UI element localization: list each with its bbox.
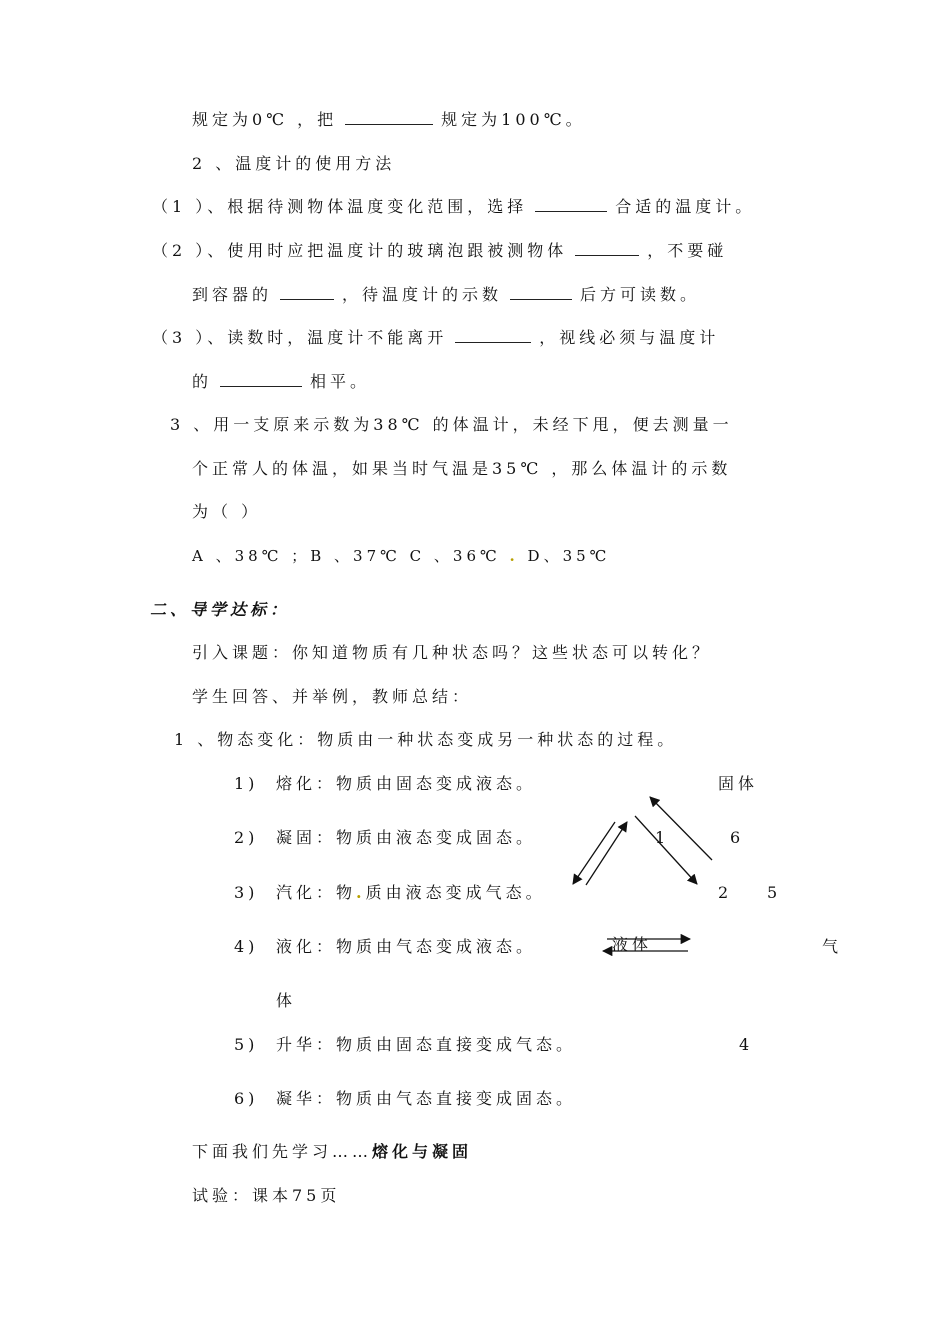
text: 相平。 [310,372,371,391]
item-number: 6) [234,1089,259,1108]
text: ，不要碰 [647,241,728,260]
item-deposition: 凝华：物质由气态直接变成固态。 [276,1089,577,1108]
arrow-solid-to-liquid [573,822,615,884]
options-text: D、35℃ [518,547,611,565]
item-number: 1) [234,774,259,793]
text: 的 [192,372,213,391]
item-liquefaction: 液化：物质由气态变成液态。 [276,937,537,956]
text: （2 ）、使用时应把温度计的玻璃泡跟被测物体 [152,241,568,260]
text: （3 ）、读数时，温度计不能离开 [152,328,448,347]
item-number: 4) [234,937,259,956]
item-sublimation: 升华：物质由固态直接变成气态。 [276,1035,577,1054]
diagram-label-4: 4 [739,1035,754,1054]
question-3-line-2: 个正常人的体温，如果当时气温是35℃ ，那么体温计的示数 [192,459,732,478]
item-continuation: 体 [276,991,297,1010]
text: 质由液态变成气态。 [365,883,546,902]
text: 合适的温度计。 [615,197,756,216]
diagram-gas-label: 气 [822,937,843,956]
topic-emphasis: 熔化与凝固 [372,1142,473,1161]
text: 到容器的 [192,285,273,304]
diagram-label-6: 6 [730,828,745,847]
experiment-line: 试验：课本75页 [192,1186,341,1205]
answer-line: 学生回答、并举例，教师总结： [192,687,473,706]
text: 后方可读数。 [580,285,701,304]
item-number: 3) [234,883,259,902]
text: （1 ）、根据待测物体温度变化范围，选择 [152,197,528,216]
diagram-liquid-label: 液体 [612,935,653,954]
next-topic-line [192,1142,472,1162]
intro-line: 引入课题：你知道物质有几种状态吗？这些状态可以转化？ [192,643,713,662]
text: 规定为100℃。 [441,110,586,129]
question-3-line-1: 3 、用一支原来示数为38℃ 的体温计，未经下甩，便去测量一 [170,415,733,434]
item-number: 2) [234,828,259,847]
arrow-liquid-to-solid [586,822,627,885]
text: 下面我们先学习…… [192,1142,373,1161]
text: 规定为0℃ ，把 [192,110,338,129]
arrow-gas-to-solid [650,797,712,860]
text: ，待温度计的示数 [342,285,503,304]
subsection-title: 2 、温度计的使用方法 [192,154,396,173]
dot-mark: . [356,883,366,902]
question-3-line-3: 为（ ） [192,502,262,521]
diagram-label-5: 5 [767,883,782,902]
diagram-label-1: 1 [655,828,670,847]
text: 汽化：物 [276,883,357,902]
item-melting: 熔化：物质由固态变成液态。 [276,774,537,793]
diagram-label-2: 2 [718,883,733,902]
options-text: A 、38℃ ；B 、37℃ C 、36℃ [192,547,510,565]
arrow-liquid-to-gas [635,816,697,884]
item-solidification: 凝固：物质由液态变成固态。 [276,828,537,847]
definition-line: 1 、物态变化：物质由一种状态变成另一种状态的过程。 [174,730,678,749]
dot-mark: . [509,547,519,565]
item-number: 5) [234,1035,259,1054]
diagram-solid-label: 固体 [718,774,759,793]
section-title: 二、导学达标： [150,600,291,619]
text: ，视线必须与温度计 [539,328,720,347]
